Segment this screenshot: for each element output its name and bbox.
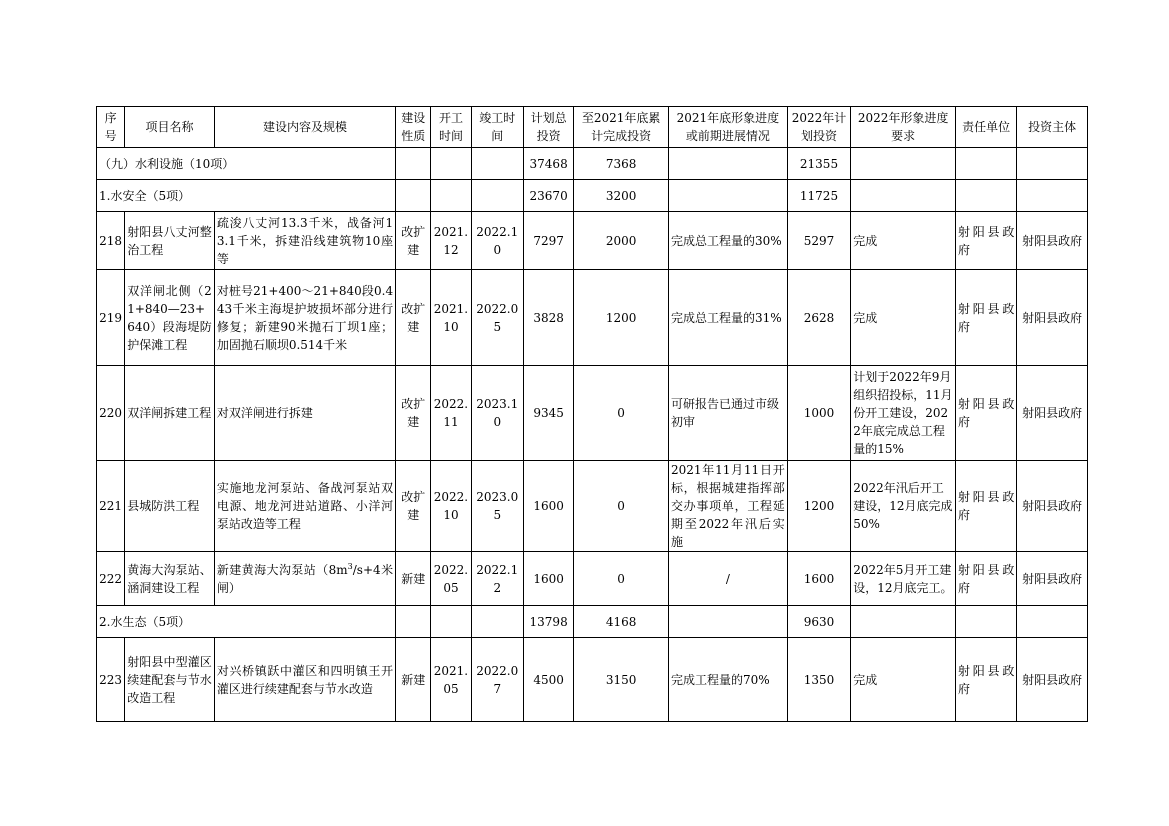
cell-end: 2022.07 xyxy=(471,638,523,722)
section-label: 1.水安全（5项） xyxy=(97,180,396,212)
cell-seq: 218 xyxy=(97,212,125,270)
cell-unit: 射阳县政府 xyxy=(955,270,1016,366)
cell-investor: 射阳县政府 xyxy=(1017,638,1088,722)
cell-req2022: 完成 xyxy=(851,270,956,366)
cell-name: 射阳县八丈河整治工程 xyxy=(125,212,215,270)
section-total: 13798 xyxy=(523,606,573,638)
cell-plan2022: 1200 xyxy=(787,461,850,552)
section-done: 4168 xyxy=(574,606,669,638)
cell-req2022: 完成 xyxy=(851,212,956,270)
cell-seq: 219 xyxy=(97,270,125,366)
table-row xyxy=(97,270,1088,366)
table-row xyxy=(97,552,1088,606)
cell-req2022: 2022年5月开工建设，12月底完工。 xyxy=(851,552,956,606)
cell-start: 2022.11 xyxy=(431,366,471,461)
cell-req2022: 2022年汛后开工建设，12月底完成50% xyxy=(851,461,956,552)
cell-total: 3828 xyxy=(523,270,573,366)
cell-content xyxy=(214,552,395,606)
cell-done: 1200 xyxy=(574,270,669,366)
cell-nature: 新建 xyxy=(396,552,431,606)
cell-progress: 完成总工程量的31% xyxy=(668,270,787,366)
cell-investor: 射阳县政府 xyxy=(1017,552,1088,606)
section-total: 37468 xyxy=(523,148,573,180)
cell-total: 9345 xyxy=(523,366,573,461)
cell-req2022: 完成 xyxy=(851,638,956,722)
section-row xyxy=(97,148,1088,180)
investment-table xyxy=(96,106,1088,722)
cell-total: 1600 xyxy=(523,461,573,552)
cell-unit: 射阳县政府 xyxy=(955,552,1016,606)
cell-unit: 射阳县政府 xyxy=(955,638,1016,722)
section-label: （九）水利设施（10项） xyxy=(97,148,396,180)
table-row xyxy=(97,638,1088,722)
cell-start: 2022.10 xyxy=(431,461,471,552)
cell-end: 2023.05 xyxy=(471,461,523,552)
cell-plan2022: 1000 xyxy=(787,366,850,461)
header-name: 项目名称 xyxy=(125,107,215,148)
cell-total: 1600 xyxy=(523,552,573,606)
table-row xyxy=(97,461,1088,552)
section-done: 7368 xyxy=(574,148,669,180)
header-start: 开工时间 xyxy=(431,107,471,148)
cell-content: 对双洋闸进行拆建 xyxy=(214,366,395,461)
section-plan2022: 11725 xyxy=(787,180,850,212)
table-row xyxy=(97,212,1088,270)
cell-unit: 射阳县政府 xyxy=(955,366,1016,461)
cell-progress: 完成工程量的70% xyxy=(668,638,787,722)
cell-name: 黄海大沟泵站、涵洞建设工程 xyxy=(125,552,215,606)
cell-name: 县城防洪工程 xyxy=(125,461,215,552)
header-content: 建设内容及规模 xyxy=(214,107,395,148)
cell-progress: 完成总工程量的30% xyxy=(668,212,787,270)
header-plan2022: 2022年计划投资 xyxy=(787,107,850,148)
cell-plan2022: 1350 xyxy=(787,638,850,722)
cell-plan2022: 1600 xyxy=(787,552,850,606)
cell-plan2022: 5297 xyxy=(787,212,850,270)
section-row xyxy=(97,180,1088,212)
header-req2022: 2022年形象进度要求 xyxy=(851,107,956,148)
header-progress: 2021年底形象进度或前期进展情况 xyxy=(668,107,787,148)
cell-start: 2021.05 xyxy=(431,638,471,722)
cell-start: 2022.05 xyxy=(431,552,471,606)
cell-nature: 改扩建 xyxy=(396,270,431,366)
cell-progress: 可研报告已通过市级初审 xyxy=(668,366,787,461)
content-text: 新建黄海大沟泵站（8m xyxy=(216,562,348,577)
header-row xyxy=(97,107,1088,148)
cell-content: 疏浚八丈河13.3千米，战备河13.1千米，拆建沿线建筑物10座等 xyxy=(214,212,395,270)
table-row xyxy=(97,366,1088,461)
section-plan2022: 9630 xyxy=(787,606,850,638)
cell-investor: 射阳县政府 xyxy=(1017,366,1088,461)
cell-total: 7297 xyxy=(523,212,573,270)
header-unit: 责任单位 xyxy=(955,107,1016,148)
cell-done: 2000 xyxy=(574,212,669,270)
section-label: 2.水生态（5项） xyxy=(97,606,396,638)
cell-end: 2023.10 xyxy=(471,366,523,461)
header-nature: 建设性质 xyxy=(396,107,431,148)
cell-content: 对桩号21+400～21+840段0.443千米主海堤护坡损坏部分进行修复；新建90米抛石丁坝1座；加固抛石顺坝0.514千米 xyxy=(214,270,395,366)
cell-done: 0 xyxy=(574,461,669,552)
cell-content: 实施地龙河泵站、备战河泵站双电源、地龙河进站道路、小洋河泵站改造等工程 xyxy=(214,461,395,552)
cell-plan2022: 2628 xyxy=(787,270,850,366)
cell-start: 2021.12 xyxy=(431,212,471,270)
cell-investor: 射阳县政府 xyxy=(1017,461,1088,552)
cell-seq: 222 xyxy=(97,552,125,606)
cell-unit: 射阳县政府 xyxy=(955,461,1016,552)
header-total: 计划总投资 xyxy=(523,107,573,148)
cell-name: 射阳县中型灌区续建配套与节水改造工程 xyxy=(125,638,215,722)
section-total: 23670 xyxy=(523,180,573,212)
cell-progress: / xyxy=(668,552,787,606)
cell-name: 双洋闸拆建工程 xyxy=(125,366,215,461)
section-row xyxy=(97,606,1088,638)
cell-nature: 新建 xyxy=(396,638,431,722)
cell-done: 0 xyxy=(574,366,669,461)
content-superscript: 3 xyxy=(347,561,353,571)
cell-name: 双洋闸北侧（21+840—23+640）段海堤防护保滩工程 xyxy=(125,270,215,366)
cell-end: 2022.10 xyxy=(471,212,523,270)
cell-nature: 改扩建 xyxy=(396,461,431,552)
cell-seq: 221 xyxy=(97,461,125,552)
header-done: 至2021年底累计完成投资 xyxy=(574,107,669,148)
cell-seq: 223 xyxy=(97,638,125,722)
cell-end: 2022.05 xyxy=(471,270,523,366)
header-seq: 序号 xyxy=(97,107,125,148)
cell-seq: 220 xyxy=(97,366,125,461)
cell-nature: 改扩建 xyxy=(396,212,431,270)
header-end: 竣工时间 xyxy=(471,107,523,148)
cell-content: 对兴桥镇跃中灌区和四明镇王开灌区进行续建配套与节水改造 xyxy=(214,638,395,722)
cell-start: 2021.10 xyxy=(431,270,471,366)
cell-done: 3150 xyxy=(574,638,669,722)
cell-investor: 射阳县政府 xyxy=(1017,270,1088,366)
section-done: 3200 xyxy=(574,180,669,212)
cell-progress: 2021年11月11日开标，根据城建指挥部交办事项单，工程延期至2022年汛后实施 xyxy=(668,461,787,552)
cell-done: 0 xyxy=(574,552,669,606)
cell-nature: 改扩建 xyxy=(396,366,431,461)
cell-req2022: 计划于2022年9月组织招投标，11月份开工建设，2022年底完成总工程量的15% xyxy=(851,366,956,461)
header-investor: 投资主体 xyxy=(1017,107,1088,148)
content-text: /s+4米闸） xyxy=(216,562,394,595)
cell-investor: 射阳县政府 xyxy=(1017,212,1088,270)
cell-unit: 射阳县政府 xyxy=(955,212,1016,270)
cell-end: 2022.12 xyxy=(471,552,523,606)
section-plan2022: 21355 xyxy=(787,148,850,180)
cell-total: 4500 xyxy=(523,638,573,722)
